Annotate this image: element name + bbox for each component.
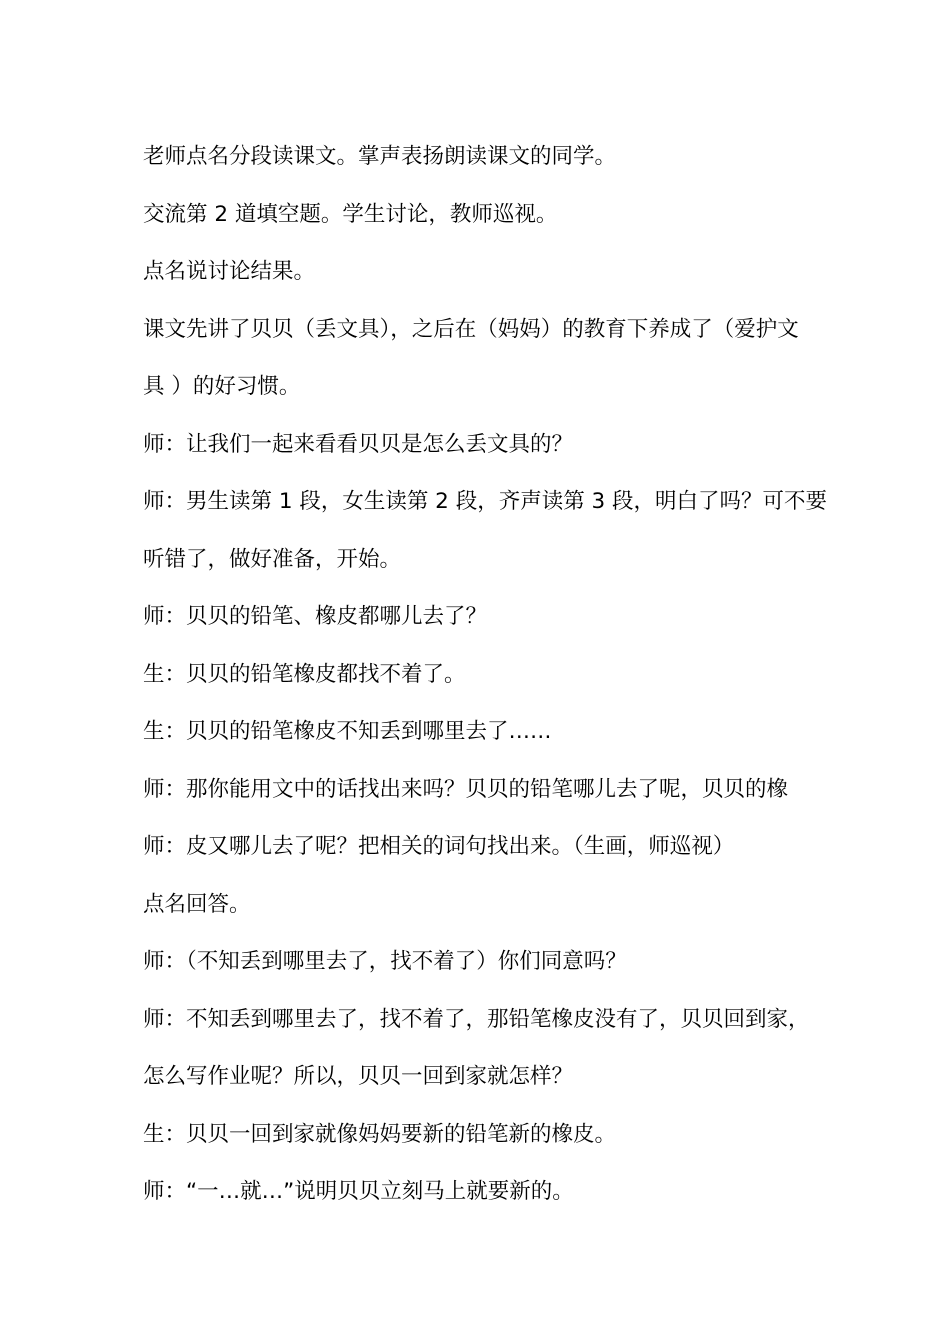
- text-line: 生：贝贝一回到家就像妈妈要新的铅笔新的橡皮。: [143, 1121, 617, 1147]
- text-line: 师：让我们一起来看看贝贝是怎么丢文具的？: [143, 431, 574, 457]
- text-line: 师：“一…就…”说明贝贝立刻马上就要新的。: [143, 1179, 574, 1204]
- text-line: 师：男生读第 1 段，女生读第 2 段，齐声读第 3 段，明白了吗？可不要: [143, 489, 828, 514]
- text-line: 师：不知丢到哪里去了，找不着了，那铅笔橡皮没有了，贝贝回到家，: [143, 1006, 810, 1032]
- text-line: 师：（不知丢到哪里去了，找不着了）你们同意吗？: [143, 949, 627, 974]
- text-line: 师：皮又哪儿去了呢？把相关的词句找出来。（生画，师巡视）: [143, 834, 735, 859]
- text-line: 交流第 2 道填空题。学生讨论，教师巡视。: [143, 201, 558, 227]
- text-line: 怎么写作业呢？所以，贝贝一回到家就怎样？: [143, 1064, 574, 1089]
- text-line: 点名说讨论结果。: [143, 259, 316, 284]
- text-line: 生：贝贝的铅笔橡皮不知丢到哪里去了……: [143, 719, 552, 744]
- text-line: 点名回答。: [143, 891, 251, 917]
- document-body: [143, 140, 828, 1233]
- text-line: 生：贝贝的铅笔橡皮都找不着了。: [143, 661, 466, 687]
- text-line: 课文先讲了贝贝（丢文具），之后在（妈妈）的教育下养成了（爱护文: [143, 316, 799, 342]
- text-line: 具 ）的好习惯。: [143, 374, 301, 399]
- text-line: 听错了，做好准备，开始。: [143, 546, 402, 572]
- text-line: 师：那你能用文中的话找出来吗？贝贝的铅笔哪儿去了呢，贝贝的橡: [143, 776, 789, 802]
- text-line: 老师点名分段读课文。掌声表扬朗读课文的同学。: [143, 144, 617, 169]
- text-line: 师：贝贝的铅笔、橡皮都哪儿去了？: [143, 604, 488, 629]
